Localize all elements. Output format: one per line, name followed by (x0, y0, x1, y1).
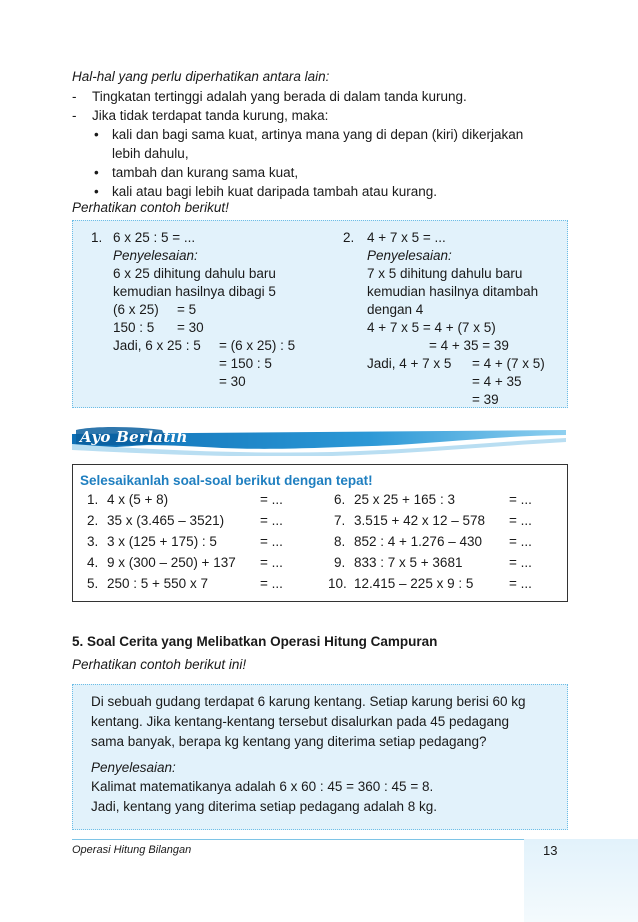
example-2-solution-label: Penyelesaian: (367, 248, 452, 263)
example-1-result-1: = (6 x 25) : 5 (219, 338, 296, 353)
exercise-answer: = ... (260, 492, 283, 507)
story-solution-2: Jadi, kentang yang diterima setiap pedagang adalah 8 kg. (91, 799, 437, 814)
exercise-num: 3. (87, 534, 99, 549)
example-2-result-2: = 4 + 35 (472, 374, 522, 389)
exercise-answer: = ... (260, 576, 283, 591)
exercise-box (72, 464, 568, 602)
example-1-number: 1. (91, 230, 103, 245)
exercise-answer: = ... (509, 492, 532, 507)
exercise-text: 12.415 – 225 x 9 : 5 (354, 576, 474, 591)
example-1-step-1a: (6 x 25) (113, 302, 159, 317)
example-2-desc-2: kemudian hasilnya ditambah (367, 284, 539, 299)
exercise-num: 8. (334, 534, 346, 549)
example-2-result-3: = 39 (472, 392, 499, 407)
exercise-text: 852 : 4 + 1.276 – 430 (354, 534, 482, 549)
exercise-text: 4 x (5 + 8) (107, 492, 169, 507)
exercise-num: 5. (87, 576, 99, 591)
bullet-icon: • (94, 184, 99, 199)
exercise-text: 35 x (3.465 – 3521) (107, 513, 225, 528)
exercise-text: 3.515 + 42 x 12 – 578 (354, 513, 485, 528)
story-solution-label: Penyelesaian: (91, 760, 176, 775)
example-1-desc-1: 6 x 25 dihitung dahulu baru (113, 266, 276, 281)
bullet-text-1: kali dan bagi sama kuat, artinya mana yang di depan (kiri) dikerjakan (112, 127, 524, 142)
example-2-desc-1: 7 x 5 dihitung dahulu baru (367, 266, 523, 281)
bullet-text-1-cont: lebih dahulu, (112, 146, 189, 161)
exercise-text: 9 x (300 – 250) + 137 (107, 555, 236, 570)
exercise-num: 2. (87, 513, 99, 528)
exercise-num: 6. (334, 492, 346, 507)
exercise-num: 1. (87, 492, 99, 507)
example-2-step-2: = 4 + 35 = 39 (429, 338, 509, 353)
page-number-tab (524, 839, 638, 922)
bullet-text-3: kali atau bagi lebih kuat daripada tambah atau kurang. (112, 184, 437, 199)
example-2-result-1: = 4 + (7 x 5) (472, 356, 545, 371)
example-1-result-3: = 30 (219, 374, 246, 389)
dash-item-1: Tingkatan tertinggi adalah yang berada di dalam tanda kurung. (92, 89, 467, 104)
example-2-problem: 4 + 7 x 5 = ... (367, 230, 446, 245)
example-2-desc-3: dengan 4 (367, 302, 424, 317)
dash-item-2: Jika tidak terdapat tanda kurung, maka: (92, 108, 329, 123)
example-box (72, 220, 568, 408)
intro-heading: Hal-hal yang perlu diperhatikan antara lain: (72, 69, 330, 84)
exercise-answer: = ... (260, 513, 283, 528)
exercise-answer: = ... (509, 513, 532, 528)
example-1-step-2a: 150 : 5 (113, 320, 155, 335)
bullet-icon: • (94, 127, 99, 142)
exercise-text: 833 : 7 x 5 + 3681 (354, 555, 463, 570)
exercise-num: 9. (334, 555, 346, 570)
footer-chapter: Operasi Hitung Bilangan (72, 844, 192, 856)
exercise-answer: = ... (260, 555, 283, 570)
dash-marker: - (72, 89, 77, 104)
section-5-heading: 5. Soal Cerita yang Melibatkan Operasi Hitung Campuran (72, 634, 438, 649)
exercise-answer: = ... (509, 555, 532, 570)
exercise-text: 250 : 5 + 550 x 7 (107, 576, 208, 591)
exercise-num: 7. (334, 513, 346, 528)
exercise-instruction: Selesaikanlah soal-soal berikut dengan tepat! (80, 473, 373, 488)
example-1-conclusion: Jadi, 6 x 25 : 5 (113, 338, 201, 353)
exercise-answer: = ... (509, 534, 532, 549)
page-number: 13 (543, 843, 558, 858)
story-solution-1: Kalimat matematikanya adalah 6 x 60 : 45 = 360 : 45 = 8. (91, 779, 434, 794)
exercise-num: 10. (328, 576, 347, 591)
story-line-1: Di sebuah gudang terdapat 6 karung kentang. Setiap karung berisi 60 kg (91, 694, 526, 709)
story-line-3: sama banyak, berapa kg kentang yang diterima setiap pedagang? (91, 734, 487, 749)
dash-marker: - (72, 108, 77, 123)
exercise-text: 25 x 25 + 165 : 3 (354, 492, 455, 507)
exercise-answer: = ... (260, 534, 283, 549)
bullet-icon: • (94, 165, 99, 180)
bullet-text-2: tambah dan kurang sama kuat, (112, 165, 299, 180)
exercise-text: 3 x (125 + 175) : 5 (107, 534, 217, 549)
example-2-number: 2. (343, 230, 355, 245)
banner-title: Ayo Berlatih (80, 428, 188, 446)
example-1-result-2: = 150 : 5 (219, 356, 272, 371)
example-1-step-1b: = 5 (177, 302, 197, 317)
example-2-step-1: 4 + 7 x 5 = 4 + (7 x 5) (367, 320, 496, 335)
exercise-answer: = ... (509, 576, 532, 591)
story-line-2: kentang. Jika kentang-kentang tersebut disalurkan pada 45 pedagang (91, 714, 510, 729)
example-1-problem: 6 x 25 : 5 = ... (113, 230, 196, 245)
example-1-step-2b: = 30 (177, 320, 204, 335)
example-2-conclusion: Jadi, 4 + 7 x 5 (367, 356, 452, 371)
example-1-desc-2: kemudian hasilnya dibagi 5 (113, 284, 276, 299)
example-intro: Perhatikan contoh berikut! (72, 200, 229, 215)
exercise-num: 4. (87, 555, 99, 570)
example-1-solution-label: Penyelesaian: (113, 248, 198, 263)
story-box (72, 684, 568, 830)
section-5-intro: Perhatikan contoh berikut ini! (72, 657, 247, 672)
